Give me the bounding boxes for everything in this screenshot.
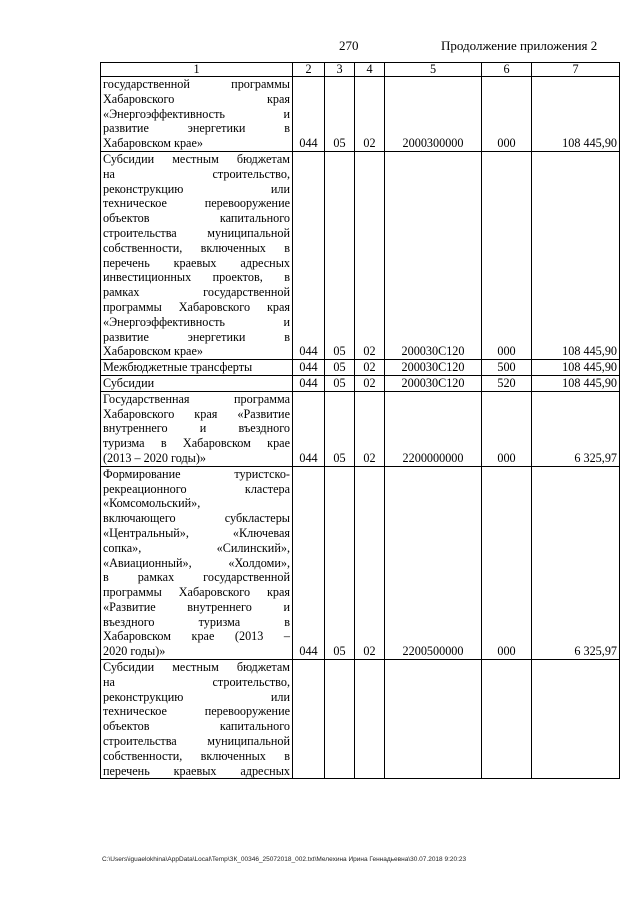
- cell-name: [101, 466, 293, 659]
- name-line: «Центральный», «Ключевая: [103, 525, 290, 540]
- column-header: 5: [385, 63, 482, 77]
- cell-target-article: 200030С120: [385, 360, 482, 376]
- name-line: техническое перевооружение: [103, 704, 290, 719]
- cell-target-article: 200030С120: [385, 151, 482, 359]
- cell-admin-code: 044: [293, 466, 325, 659]
- cell-name: [101, 151, 293, 359]
- cell-subsection: 02: [355, 360, 385, 376]
- name-line: Межбюджетные трансферты: [103, 360, 253, 375]
- file-path-footer: C:\Users\iguaelokhina\AppData\Local\Temp\ЗК_00346_25072018_002.txt\Мелехина Ирина Геннадьевна\30.07.2018 9:20:23: [102, 856, 467, 863]
- name-line: (2013 – 2020 годы)»: [103, 450, 207, 465]
- name-line: Хабаровского края «Развитие: [103, 406, 290, 421]
- name-line: «Развитие внутреннего и: [103, 599, 290, 614]
- name-line: рекреационного кластера: [103, 481, 290, 496]
- cell-section: [325, 660, 355, 779]
- table-row: [101, 391, 620, 466]
- cell-expense-type: 000: [482, 151, 532, 359]
- name-line: на строительство,: [103, 166, 290, 181]
- cell-target-article: 2000300000: [385, 77, 482, 152]
- name-line: в рамках государственной: [103, 570, 290, 585]
- name-line: «Комсомольский»,: [103, 496, 201, 511]
- cell-name: [101, 660, 293, 779]
- cell-subsection: [355, 660, 385, 779]
- cell-section: 05: [325, 77, 355, 152]
- cell-target-article: 200030С120: [385, 375, 482, 391]
- cell-subsection: 02: [355, 466, 385, 659]
- name-line: Субсидии местным бюджетам: [103, 151, 290, 166]
- name-line: развитие энергетики в: [103, 121, 290, 136]
- cell-name: [101, 360, 293, 376]
- name-line: Хабаровском крае»: [103, 344, 203, 359]
- cell-amount: 6 325,97: [532, 391, 620, 466]
- name-line: собственности, включенных в: [103, 240, 290, 255]
- name-line: Субсидии: [103, 375, 155, 390]
- name-line: программы Хабаровского края: [103, 585, 290, 600]
- name-line: включающего субкластеры: [103, 511, 290, 526]
- name-line: государственной программы: [103, 77, 290, 91]
- column-header: 7: [532, 63, 620, 77]
- name-line: туризма в Хабаровском крае: [103, 436, 290, 451]
- cell-admin-code: 044: [293, 391, 325, 466]
- cell-target-article: 2200500000: [385, 466, 482, 659]
- cell-subsection: 02: [355, 77, 385, 152]
- cell-name: [101, 375, 293, 391]
- cell-amount: 108 445,90: [532, 151, 620, 359]
- name-line: сопка», «Силинский»,: [103, 540, 290, 555]
- name-line: Государственная программа: [103, 391, 290, 406]
- cell-expense-type: 520: [482, 375, 532, 391]
- name-line: Субсидии местным бюджетам: [103, 660, 290, 675]
- cell-section: 05: [325, 466, 355, 659]
- cell-admin-code: 044: [293, 360, 325, 376]
- name-line: «Энергоэффективность и: [103, 106, 290, 121]
- name-line: инвестиционных проектов, в: [103, 270, 290, 285]
- cell-amount: 108 445,90: [532, 360, 620, 376]
- cell-section: 05: [325, 375, 355, 391]
- cell-admin-code: [293, 660, 325, 779]
- cell-name: [101, 391, 293, 466]
- cell-subsection: 02: [355, 375, 385, 391]
- cell-section: 05: [325, 391, 355, 466]
- name-line: Хабаровском крае (2013 –: [103, 629, 290, 644]
- name-line: строительства муниципальной: [103, 225, 290, 240]
- name-line: рамках государственной: [103, 285, 290, 300]
- cell-expense-type: 500: [482, 360, 532, 376]
- name-line: 2020 годы)»: [103, 644, 166, 659]
- name-line: развитие энергетики в: [103, 329, 290, 344]
- cell-amount: 108 445,90: [532, 77, 620, 152]
- cell-target-article: 2200000000: [385, 391, 482, 466]
- table-row: [101, 360, 620, 376]
- name-line: на строительство,: [103, 674, 290, 689]
- name-line: техническое перевооружение: [103, 196, 290, 211]
- cell-expense-type: 000: [482, 466, 532, 659]
- name-line: реконструкцию или: [103, 689, 290, 704]
- name-line: «Авиационный», «Холдоми»,: [103, 555, 290, 570]
- cell-expense-type: 000: [482, 391, 532, 466]
- name-line: Хабаровского края: [103, 91, 290, 106]
- table-row: [101, 77, 620, 152]
- name-line: программы Хабаровского края: [103, 299, 290, 314]
- name-line: перечень краевых адресных: [103, 763, 290, 778]
- name-line: объектов капитального: [103, 719, 290, 734]
- name-line: «Энергоэффективность и: [103, 314, 290, 329]
- cell-name: [101, 77, 293, 152]
- page-header: [0, 38, 640, 56]
- name-line: перечень краевых адресных: [103, 255, 290, 270]
- name-line: Формирование туристско-: [103, 466, 290, 481]
- name-line: собственности, включенных в: [103, 748, 290, 763]
- cell-section: 05: [325, 151, 355, 359]
- column-header: 6: [482, 63, 532, 77]
- budget-table: [100, 62, 620, 779]
- continuation-label: Продолжение приложения 2: [441, 38, 598, 53]
- page-number: 270: [339, 38, 359, 53]
- cell-section: 05: [325, 360, 355, 376]
- name-line: Хабаровском крае»: [103, 136, 203, 151]
- column-header: 3: [325, 63, 355, 77]
- column-header: 1: [101, 63, 293, 77]
- name-line: реконструкцию или: [103, 181, 290, 196]
- table-row: [101, 151, 620, 359]
- column-header: 4: [355, 63, 385, 77]
- cell-admin-code: 044: [293, 151, 325, 359]
- cell-amount: 108 445,90: [532, 375, 620, 391]
- cell-expense-type: 000: [482, 77, 532, 152]
- cell-amount: 6 325,97: [532, 466, 620, 659]
- cell-expense-type: [482, 660, 532, 779]
- table-row: [101, 375, 620, 391]
- name-line: въездного туризма в: [103, 614, 290, 629]
- cell-target-article: [385, 660, 482, 779]
- table-row: [101, 660, 620, 779]
- cell-subsection: 02: [355, 151, 385, 359]
- cell-amount: [532, 660, 620, 779]
- column-header: 2: [293, 63, 325, 77]
- cell-admin-code: 044: [293, 77, 325, 152]
- name-line: внутреннего и въездного: [103, 421, 290, 436]
- cell-admin-code: 044: [293, 375, 325, 391]
- cell-subsection: 02: [355, 391, 385, 466]
- name-line: объектов капитального: [103, 211, 290, 226]
- name-line: строительства муниципальной: [103, 734, 290, 749]
- table-row: [101, 466, 620, 659]
- column-number-row: [101, 63, 620, 77]
